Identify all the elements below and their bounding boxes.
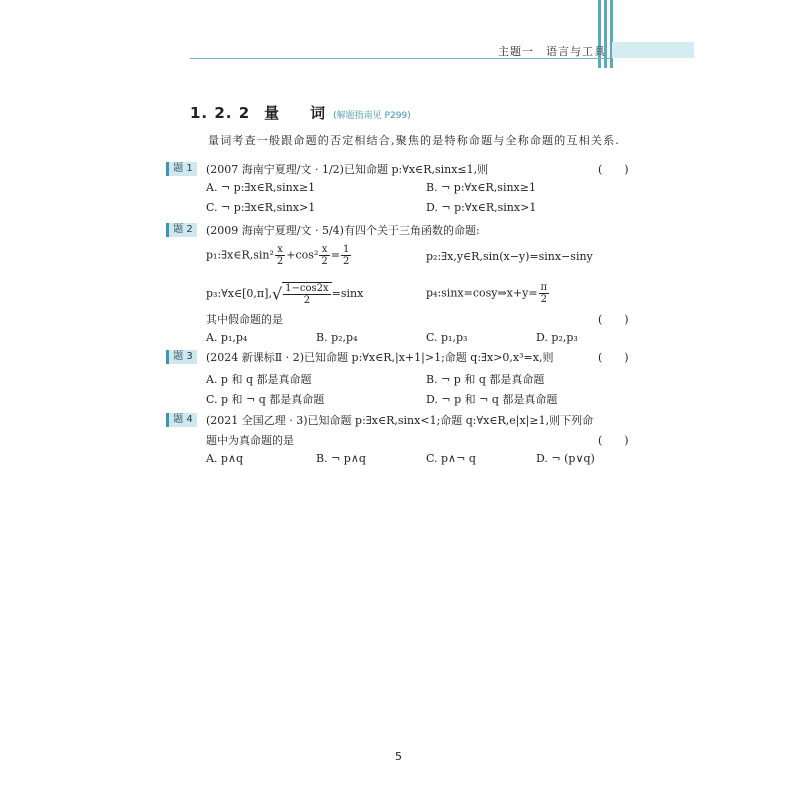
question-1-option-a: A. ¬ p:∃x∈R,sinx≥1 [206, 181, 316, 194]
p4-fraction: $\frac{\pi}{2}$ [540, 282, 548, 305]
p1-fraction-3: $\frac{1}{2}$ [342, 244, 350, 267]
section-number: 1. 2. 2 [190, 104, 251, 122]
question-4-option-c: C. p∧¬ q [426, 452, 476, 465]
question-3-option-b: B. ¬ p 和 q 都是真命题 [426, 373, 545, 386]
question-4-stem-line-2: 题中为真命题的是 [206, 434, 294, 447]
section-title [190, 102, 411, 123]
section-name: 量 词 [264, 104, 334, 122]
page-number: 5 [395, 750, 402, 763]
question-3-label: 题 3 [166, 350, 197, 364]
running-header: 主题一 语言与工具 [498, 45, 606, 58]
p3-suffix: =sinx [331, 287, 364, 300]
question-2-label: 题 2 [166, 223, 197, 237]
question-2-ask: 其中假命题的是 [206, 313, 283, 326]
question-4-answer-blank: ( ) [598, 434, 629, 447]
question-2-option-b: B. p₂,p₄ [316, 331, 358, 344]
proposition-p4 [426, 282, 550, 305]
question-1-answer-blank: ( ) [598, 163, 629, 176]
radical-sign-icon: √ [271, 284, 283, 304]
question-3-answer-blank: ( ) [598, 351, 629, 364]
question-4-stem-line-1: (2021 全国乙理 · 3)已知命题 p:∃x∈R,sinx<1;命题 q:∀x∈R,e|x|≥1,则下列命 [206, 414, 594, 427]
question-2-option-a: A. p₁,p₄ [206, 331, 248, 344]
question-2-option-d: D. p₂,p₃ [536, 331, 578, 344]
question-3-option-d: D. ¬ p 和 ¬ q 都是真命题 [426, 393, 558, 406]
question-1-stem: (2007 海南宁夏理/文 · 1/2)已知命题 p:∀x∈R,sinx≤1,则 [206, 163, 489, 176]
question-2-answer-blank: ( ) [598, 313, 629, 326]
question-1-option-b: B. ¬ p:∀x∈R,sinx≥1 [426, 181, 536, 194]
p1-equals: = [330, 248, 340, 262]
proposition-p3 [206, 282, 363, 306]
p1-fraction-1: $\frac{x}{2}$ [276, 244, 284, 267]
proposition-p1 [206, 244, 352, 267]
question-3-option-c: C. p 和 ¬ q 都是真命题 [206, 393, 325, 406]
question-3-stem: (2024 新课标Ⅱ · 2)已知命题 p:∀x∈R,|x+1|>1;命题 q:∃x>0,x³=x,则 [206, 351, 554, 364]
p1-middle: +cos² [286, 248, 319, 262]
proposition-p2: p₂:∃x,y∈R,sin(x−y)=sinx−siny [426, 250, 593, 263]
question-1-option-c: C. ¬ p:∃x∈R,sinx>1 [206, 201, 316, 214]
section-intro: 量词考查一般跟命题的否定相结合,聚焦的是特称命题与全称命题的互相关系. [208, 134, 620, 147]
p3-prefix: p₃:∀x∈[0,π], [206, 287, 272, 300]
p1-prefix: p₁:∃x∈R,sin² [206, 248, 274, 262]
solution-reference: (解题指南见 P299) [333, 111, 411, 121]
question-2-option-c: C. p₁,p₃ [426, 331, 468, 344]
question-3-option-a: A. p 和 q 都是真命题 [206, 373, 312, 386]
p1-fraction-2: $\frac{x}{2}$ [321, 244, 328, 267]
question-1-label: 题 1 [166, 162, 197, 176]
question-2-stem: (2009 海南宁夏理/文 · 5/4)有四个关于三角函数的命题: [206, 224, 480, 237]
header-band [612, 42, 694, 58]
question-1-option-d: D. ¬ p:∀x∈R,sinx>1 [426, 201, 537, 214]
question-4-option-d: D. ¬ (p∨q) [536, 452, 595, 465]
question-4-option-a: A. p∧q [206, 452, 244, 465]
p4-prefix: p₄:sinx=cosy⇒x+y= [426, 286, 538, 300]
question-4-option-b: B. ¬ p∧q [316, 452, 366, 465]
p3-square-root: √ $\frac{1-\cos 2x}{2}$ [272, 282, 332, 306]
question-4-label: 题 4 [166, 413, 197, 427]
